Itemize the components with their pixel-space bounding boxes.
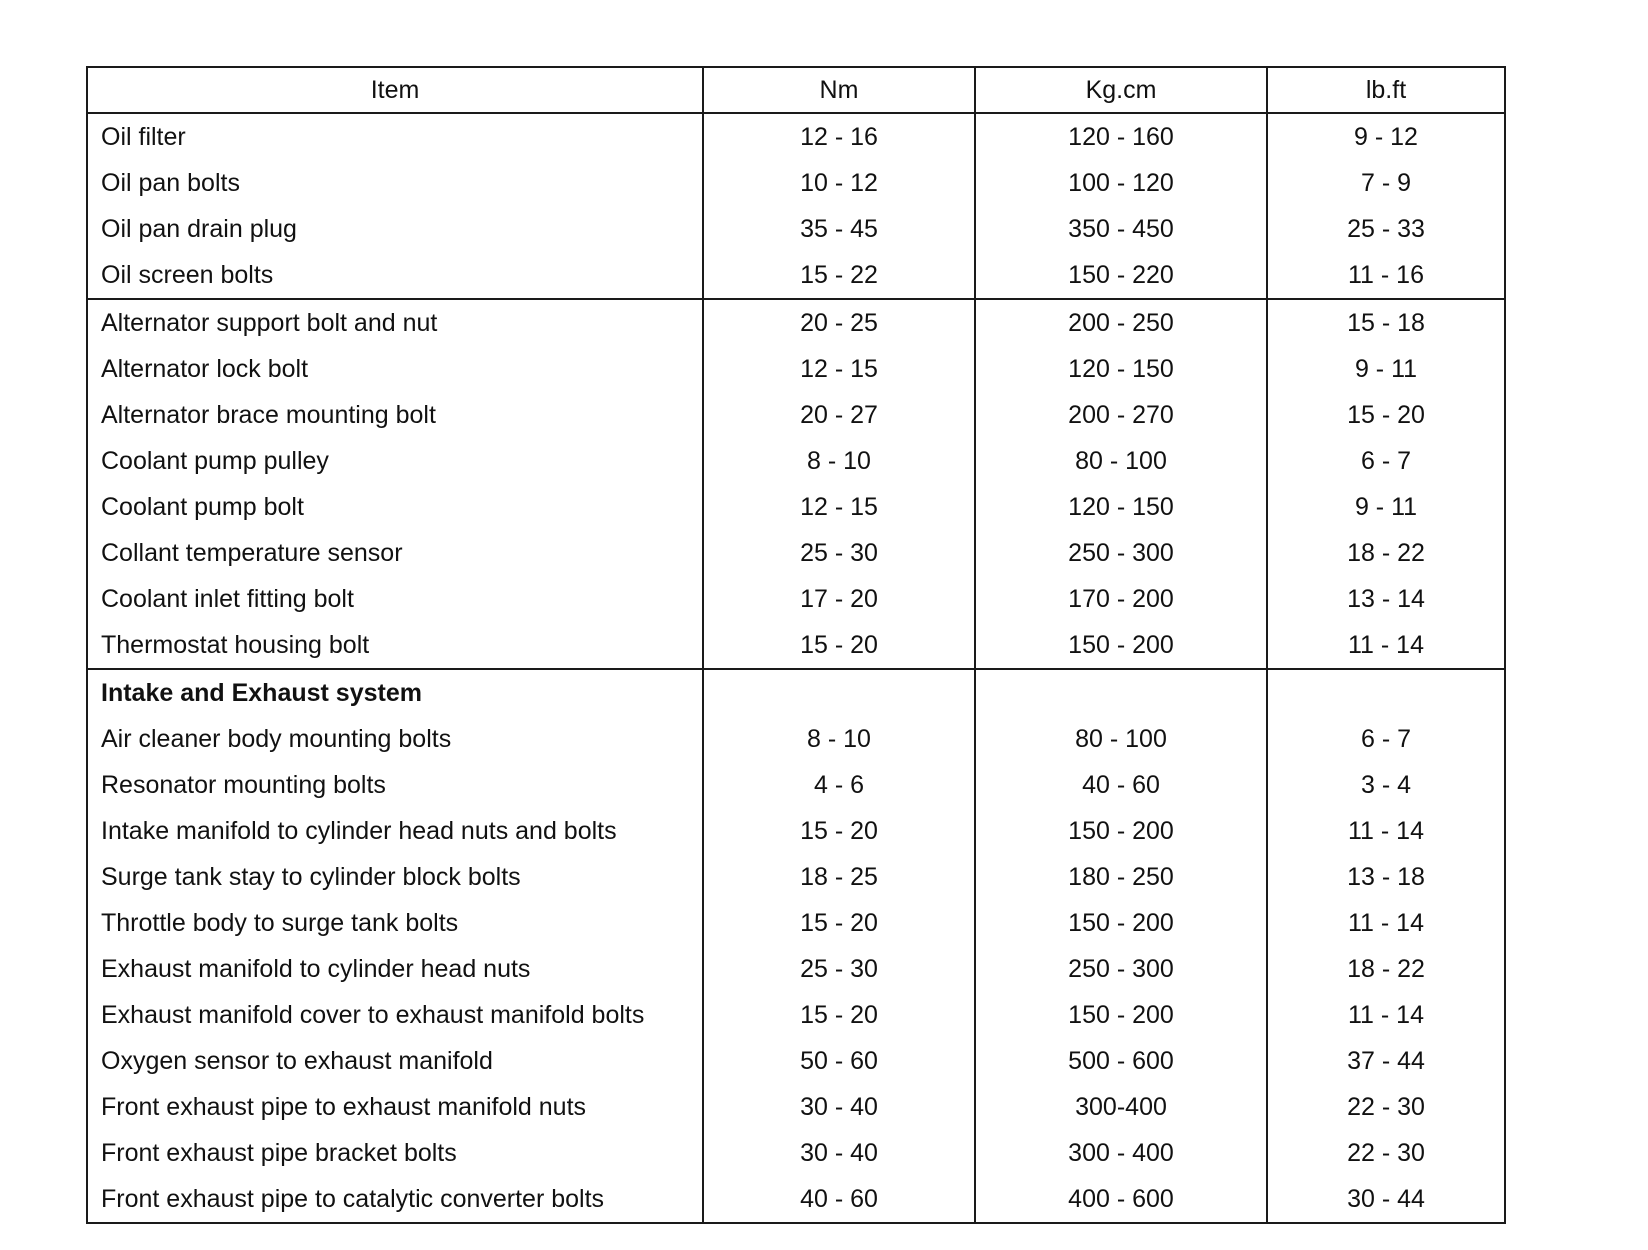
nm-cell: 15 - 20: [703, 900, 975, 946]
table-row: [87, 576, 1505, 622]
nm-cell: 15 - 20: [703, 992, 975, 1038]
item-cell: Resonator mounting bolts: [101, 770, 386, 799]
empty-cell: [703, 669, 975, 716]
header-item: Item: [87, 67, 703, 113]
item-cell: Exhaust manifold cover to exhaust manifold bolts: [101, 1000, 645, 1029]
nm-cell: 8 - 10: [703, 716, 975, 762]
header-kgcm: Kg.cm: [975, 67, 1267, 113]
kgcm-cell: 150 - 200: [975, 992, 1267, 1038]
item-cell: Alternator support bolt and nut: [101, 308, 438, 337]
kgcm-cell: 180 - 250: [975, 854, 1267, 900]
nm-cell: 25 - 30: [703, 530, 975, 576]
nm-cell: 18 - 25: [703, 854, 975, 900]
table-row: [87, 992, 1505, 1038]
table-row: [87, 1176, 1505, 1223]
table-row: [87, 622, 1505, 669]
item-cell: Coolant pump bolt: [101, 492, 304, 521]
kgcm-cell: 200 - 250: [975, 299, 1267, 346]
table-row: [87, 854, 1505, 900]
table-row: [87, 299, 1505, 346]
item-cell: Collant temperature sensor: [101, 538, 403, 567]
item-cell: Surge tank stay to cylinder block bolts: [101, 862, 521, 891]
nm-cell: 17 - 20: [703, 576, 975, 622]
item-cell: Thermostat housing bolt: [87, 622, 703, 669]
item-cell: Front exhaust pipe to exhaust manifold nuts: [101, 1092, 587, 1121]
nm-cell: 50 - 60: [703, 1038, 975, 1084]
table-row: [87, 900, 1505, 946]
table-row: [87, 438, 1505, 484]
lbft-cell: 11 - 14: [1267, 900, 1505, 946]
kgcm-cell: 120 - 150: [975, 484, 1267, 530]
header-nm: Nm: [703, 67, 975, 113]
item-cell: Front exhaust pipe bracket bolts: [101, 1138, 457, 1167]
section-heading-row: [87, 669, 1505, 716]
table-body: [87, 113, 1505, 1223]
item-cell: Air cleaner body mounting bolts: [101, 724, 452, 753]
lbft-cell: 13 - 14: [1267, 576, 1505, 622]
table-row: [87, 484, 1505, 530]
empty-cell: [975, 669, 1267, 716]
nm-cell: 4 - 6: [703, 762, 975, 808]
lbft-cell: 11 - 16: [1267, 252, 1505, 299]
lbft-cell: 22 - 30: [1267, 1084, 1505, 1130]
nm-cell: 40 - 60: [703, 1176, 975, 1223]
table-row: [87, 160, 1505, 206]
nm-cell: 12 - 16: [703, 113, 975, 160]
nm-cell: 8 - 10: [703, 438, 975, 484]
lbft-cell: 6 - 7: [1267, 716, 1505, 762]
lbft-cell: 30 - 44: [1267, 1176, 1505, 1223]
lbft-cell: 11 - 14: [1267, 808, 1505, 854]
kgcm-cell: 300-400: [975, 1084, 1267, 1130]
item-cell: Alternator lock bolt: [101, 354, 309, 383]
table-row: [87, 1084, 1505, 1130]
lbft-cell: 9 - 11: [1267, 346, 1505, 392]
item-cell: Coolant pump pulley: [101, 446, 329, 475]
nm-cell: 12 - 15: [703, 484, 975, 530]
kgcm-cell: 40 - 60: [975, 762, 1267, 808]
lbft-cell: 18 - 22: [1267, 530, 1505, 576]
table-row: [87, 530, 1505, 576]
table-row: [87, 1130, 1505, 1176]
item-cell: Oil pan drain plug: [101, 214, 297, 243]
item-cell: Throttle body to surge tank bolts: [101, 908, 459, 937]
nm-cell: 30 - 40: [703, 1084, 975, 1130]
table-row: [87, 1038, 1505, 1084]
table-row: [87, 716, 1505, 762]
lbft-cell: 37 - 44: [1267, 1038, 1505, 1084]
section-heading: Intake and Exhaust system: [101, 678, 422, 707]
nm-cell: 12 - 15: [703, 346, 975, 392]
item-cell: Alternator brace mounting bolt: [101, 400, 436, 429]
kgcm-cell: 170 - 200: [975, 576, 1267, 622]
nm-cell: 15 - 22: [703, 252, 975, 299]
lbft-cell: 7 - 9: [1267, 160, 1505, 206]
kgcm-cell: 80 - 100: [975, 716, 1267, 762]
item-cell: Oil filter: [101, 122, 186, 151]
lbft-cell: 3 - 4: [1267, 762, 1505, 808]
item-cell: Intake manifold to cylinder head nuts and bolts: [101, 816, 617, 845]
kgcm-cell: 200 - 270: [975, 392, 1267, 438]
lbft-cell: 9 - 12: [1267, 113, 1505, 160]
kgcm-cell: 150 - 200: [975, 900, 1267, 946]
lbft-cell: 6 - 7: [1267, 438, 1505, 484]
item-cell: Oil screen bolts: [87, 252, 703, 299]
lbft-cell: 9 - 11: [1267, 484, 1505, 530]
nm-cell: 10 - 12: [703, 160, 975, 206]
kgcm-cell: 150 - 220: [975, 252, 1267, 299]
item-cell: Oxygen sensor to exhaust manifold: [101, 1046, 493, 1075]
table-row: [87, 762, 1505, 808]
table-row: [87, 113, 1505, 160]
table-row: [87, 252, 1505, 299]
table-row: [87, 808, 1505, 854]
kgcm-cell: 250 - 300: [975, 946, 1267, 992]
item-cell: Exhaust manifold to cylinder head nuts: [101, 954, 531, 983]
kgcm-cell: 500 - 600: [975, 1038, 1267, 1084]
lbft-cell: 18 - 22: [1267, 946, 1505, 992]
table-row: [87, 946, 1505, 992]
empty-cell: [1267, 669, 1505, 716]
table-row: [87, 392, 1505, 438]
nm-cell: 20 - 27: [703, 392, 975, 438]
nm-cell: 20 - 25: [703, 299, 975, 346]
lbft-cell: 25 - 33: [1267, 206, 1505, 252]
torque-spec-table: [86, 66, 1506, 1224]
kgcm-cell: 300 - 400: [975, 1130, 1267, 1176]
kgcm-cell: 250 - 300: [975, 530, 1267, 576]
kgcm-cell: 80 - 100: [975, 438, 1267, 484]
lbft-cell: 22 - 30: [1267, 1130, 1505, 1176]
nm-cell: 25 - 30: [703, 946, 975, 992]
lbft-cell: 11 - 14: [1267, 622, 1505, 669]
kgcm-cell: 150 - 200: [975, 808, 1267, 854]
header-lbft: lb.ft: [1267, 67, 1505, 113]
nm-cell: 15 - 20: [703, 622, 975, 669]
lbft-cell: 15 - 18: [1267, 299, 1505, 346]
kgcm-cell: 120 - 150: [975, 346, 1267, 392]
item-cell: Front exhaust pipe to catalytic converter bolts: [101, 1184, 605, 1213]
table-row: [87, 346, 1505, 392]
kgcm-cell: 100 - 120: [975, 160, 1267, 206]
table-row: [87, 206, 1505, 252]
lbft-cell: 11 - 14: [1267, 992, 1505, 1038]
item-cell: Oil pan bolts: [101, 168, 240, 197]
kgcm-cell: 150 - 200: [975, 622, 1267, 669]
kgcm-cell: 350 - 450: [975, 206, 1267, 252]
kgcm-cell: 120 - 160: [975, 113, 1267, 160]
lbft-cell: 13 - 18: [1267, 854, 1505, 900]
nm-cell: 15 - 20: [703, 808, 975, 854]
nm-cell: 35 - 45: [703, 206, 975, 252]
item-cell: Coolant inlet fitting bolt: [101, 584, 354, 613]
lbft-cell: 15 - 20: [1267, 392, 1505, 438]
kgcm-cell: 400 - 600: [975, 1176, 1267, 1223]
nm-cell: 30 - 40: [703, 1130, 975, 1176]
header-row: [87, 67, 1505, 113]
